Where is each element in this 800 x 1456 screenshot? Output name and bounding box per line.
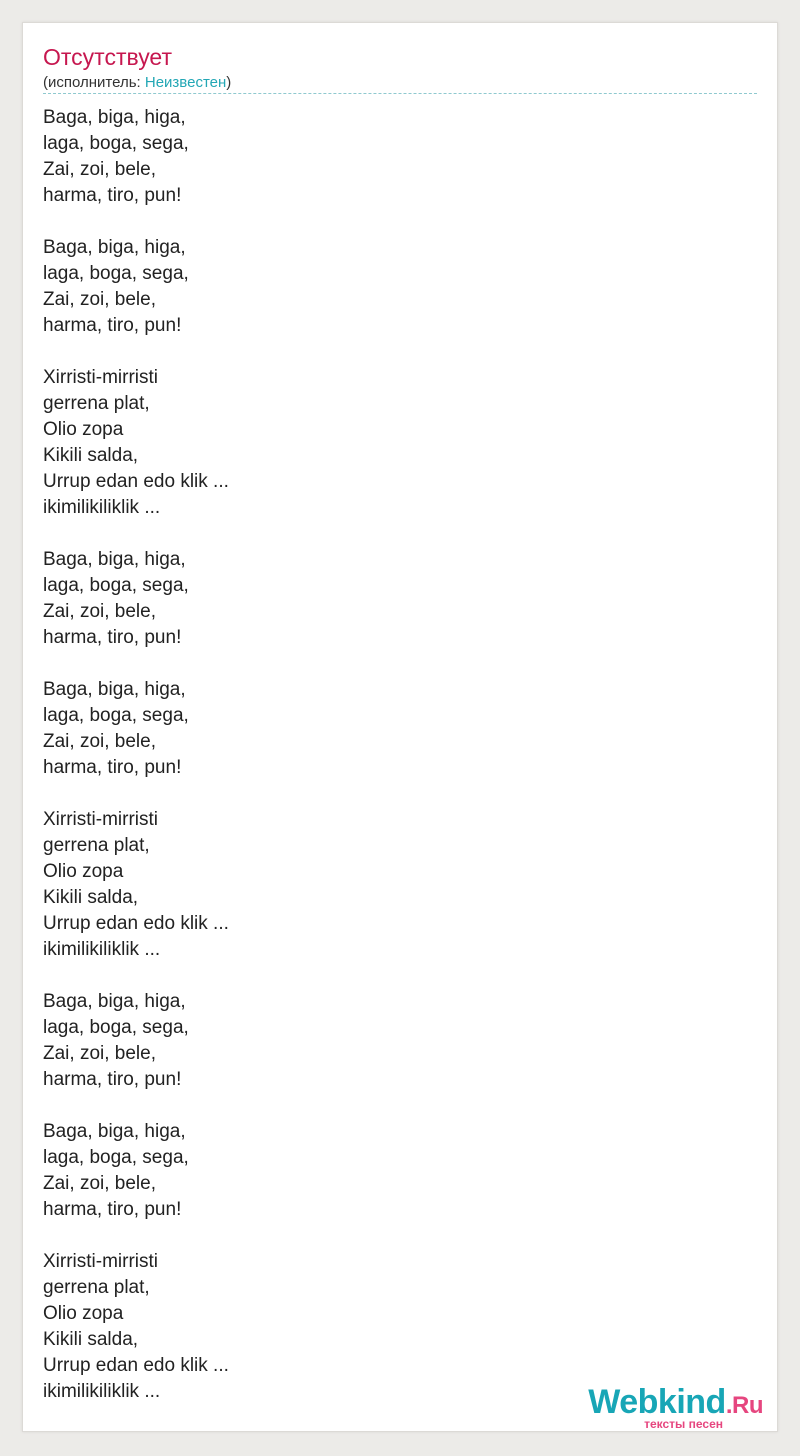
lyric-line: Zai, zoi, bele, xyxy=(43,731,156,752)
lyric-line: gerrena plat, xyxy=(43,1277,150,1298)
lyric-line: Baga, biga, higa, xyxy=(43,1121,186,1142)
artist-line xyxy=(43,73,231,93)
lyric-line: harma, tiro, pun! xyxy=(43,185,182,206)
logo-word: Webkind xyxy=(588,1383,726,1421)
lyric-line: Baga, biga, higa, xyxy=(43,237,186,258)
lyric-line: Xirristi-mirristi xyxy=(43,367,159,388)
lyric-line: Xirristi-mirristi xyxy=(43,809,159,830)
lyric-line: Olio zopa xyxy=(43,1303,124,1324)
lyric-line: laga, boga, sega, xyxy=(43,1147,189,1168)
song-title: Отсутствует xyxy=(43,44,172,70)
lyric-line: Zai, zoi, bele, xyxy=(43,1043,156,1064)
lyric-line: laga, boga, sega, xyxy=(43,1017,189,1038)
title-divider xyxy=(43,93,757,94)
lyric-line: Kikili salda, xyxy=(43,445,139,466)
lyric-line: Olio zopa xyxy=(43,861,124,882)
lyric-line: laga, boga, sega, xyxy=(43,705,189,726)
lyric-line: Baga, biga, higa, xyxy=(43,549,186,570)
lyric-stanza-break xyxy=(43,1223,229,1249)
lyric-line: Baga, biga, higa, xyxy=(43,679,186,700)
lyric-line: Urrup edan edo klik ... xyxy=(43,471,229,492)
lyric-line: ikimilikiliklik ... xyxy=(43,1381,161,1402)
lyric-line: Zai, zoi, bele, xyxy=(43,159,156,180)
artist-link[interactable]: Неизвестен xyxy=(144,74,227,91)
lyric-line: harma, tiro, pun! xyxy=(43,757,182,778)
lyric-line: Urrup edan edo klik ... xyxy=(43,913,229,934)
lyric-stanza-break xyxy=(43,1093,229,1119)
lyric-line: laga, boga, sega, xyxy=(43,263,189,284)
artist-prefix: (исполнитель: xyxy=(43,74,145,91)
lyric-line: Urrup edan edo klik ... xyxy=(43,1355,229,1376)
lyric-line: Zai, zoi, bele, xyxy=(43,1173,156,1194)
lyrics-card xyxy=(22,22,778,1432)
lyric-line: Kikili salda, xyxy=(43,1329,139,1350)
lyric-line: Olio zopa xyxy=(43,419,124,440)
lyric-line: gerrena plat, xyxy=(43,393,150,414)
lyric-line: Baga, biga, higa, xyxy=(43,991,186,1012)
lyric-line: gerrena plat, xyxy=(43,835,150,856)
logo-tld: .Ru xyxy=(725,1392,763,1419)
artist-suffix: ) xyxy=(226,74,232,91)
lyric-line: Zai, zoi, bele, xyxy=(43,601,156,622)
lyric-line: laga, boga, sega, xyxy=(43,133,189,154)
lyric-line: harma, tiro, pun! xyxy=(43,627,182,648)
lyric-stanza-break xyxy=(43,963,229,989)
lyric-line: Zai, zoi, bele, xyxy=(43,289,156,310)
lyric-line: Kikili salda, xyxy=(43,887,139,908)
lyric-stanza-break xyxy=(43,339,229,365)
lyric-line: Xirristi-mirristi xyxy=(43,1251,159,1272)
lyric-line: laga, boga, sega, xyxy=(43,575,189,596)
lyric-stanza-break xyxy=(43,651,229,677)
lyric-line: harma, tiro, pun! xyxy=(43,315,182,336)
lyric-stanza-break xyxy=(43,521,229,547)
lyric-stanza-break xyxy=(43,209,229,235)
lyric-line: harma, tiro, pun! xyxy=(43,1069,182,1090)
lyric-line: harma, tiro, pun! xyxy=(43,1199,182,1220)
lyric-stanza-break xyxy=(43,781,229,807)
site-logo[interactable] xyxy=(569,1383,769,1431)
logo-tagline: тексты песен xyxy=(644,1417,723,1431)
lyric-line: ikimilikiliklik ... xyxy=(43,939,161,960)
lyric-line: ikimilikiliklik ... xyxy=(43,497,161,518)
lyric-line: Baga, biga, higa, xyxy=(43,107,186,128)
lyrics-text xyxy=(43,105,229,1405)
